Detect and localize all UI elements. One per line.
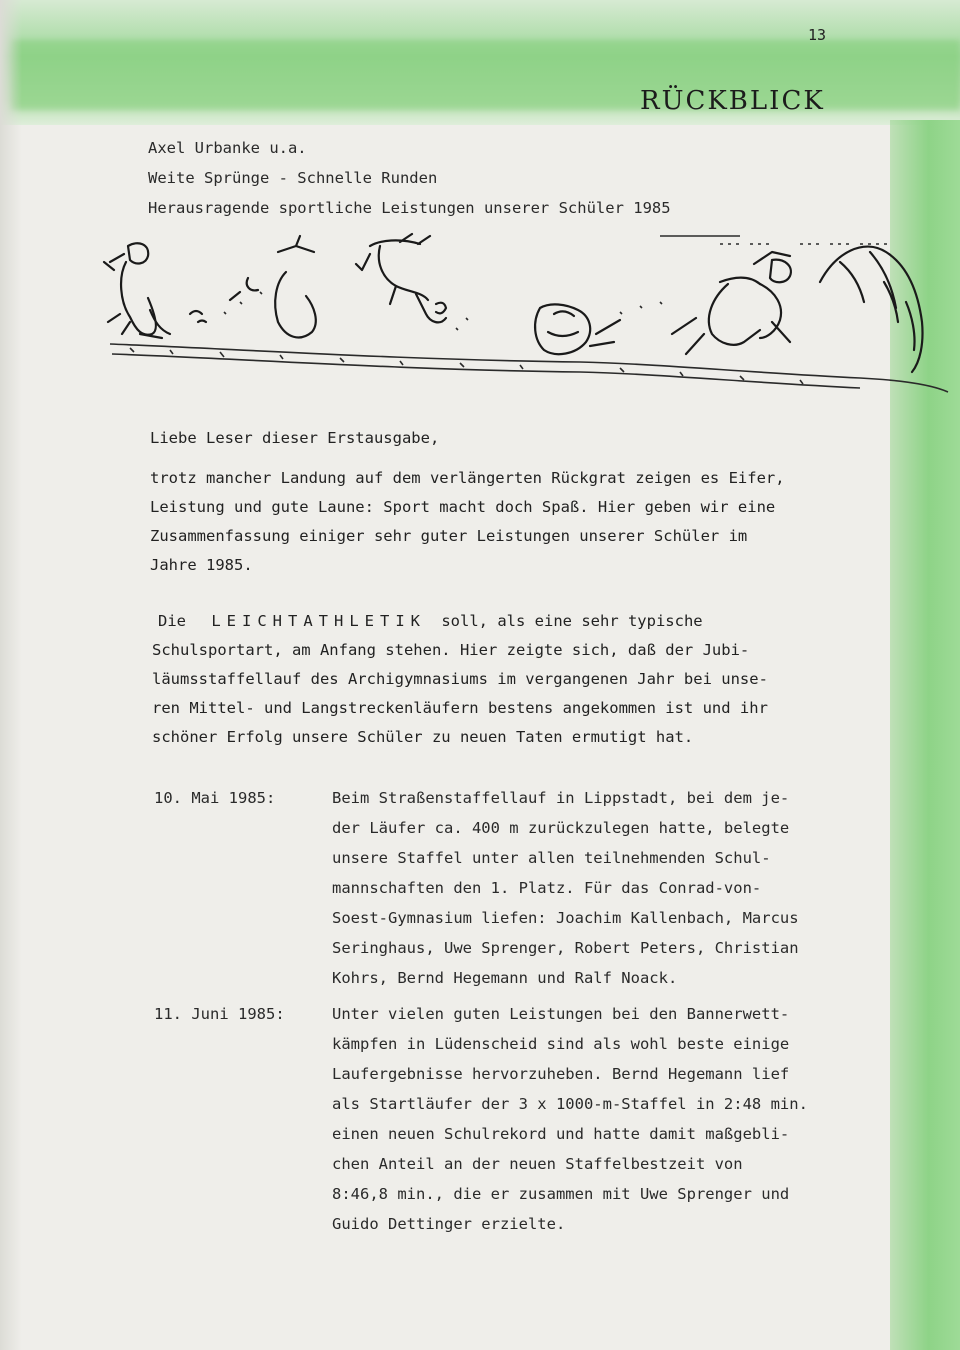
entry-text bbox=[332, 999, 808, 1239]
entry-date: 10. Mai 1985: bbox=[154, 789, 276, 807]
entry-line: chen Anteil an der neuen Staffelbestzeit von bbox=[332, 1155, 743, 1173]
entry-line: Seringhaus, Uwe Sprenger, Robert Peters, Christian bbox=[332, 939, 799, 957]
entry-line: kämpfen in Lüdenscheid sind als wohl beste einige bbox=[332, 1035, 790, 1053]
article-subtitle: Herausragende sportliche Leistungen unserer Schüler 1985 bbox=[148, 199, 671, 217]
athletes-cartoon-illustration bbox=[100, 222, 950, 407]
entry-line: Soest-Gymnasium liefen: Joachim Kallenbach, Marcus bbox=[332, 909, 799, 927]
athletics-line: Schulsportart, am Anfang stehen. Hier zeigte sich, daß der Jubi- bbox=[152, 641, 750, 659]
intro-line: Zusammenfassung einiger sehr guter Leistungen unserer Schüler im bbox=[150, 527, 748, 545]
entry-text bbox=[332, 783, 799, 993]
athletics-heading-word: LEICHTATHLETIK bbox=[211, 612, 426, 630]
entry-line: unsere Staffel unter allen teilnehmenden Schul- bbox=[332, 849, 771, 867]
author-line: Axel Urbanke u.a. bbox=[148, 139, 307, 157]
intro-line: trotz mancher Landung auf dem verlängerten Rückgrat zeigen es Eifer, bbox=[150, 469, 785, 487]
intro-line: Jahre 1985. bbox=[150, 556, 253, 574]
entry-line: 8:46,8 min., die er zusammen mit Uwe Sprenger und bbox=[332, 1185, 790, 1203]
page-fold-shadow bbox=[0, 0, 22, 1350]
entry-line: mannschaften den 1. Platz. Für das Conrad-von- bbox=[332, 879, 762, 897]
entry-line: der Läufer ca. 400 m zurückzulegen hatte, belegte bbox=[332, 819, 790, 837]
page-number: 13 bbox=[808, 26, 827, 44]
entry-line: Guido Dettinger erzielte. bbox=[332, 1215, 566, 1233]
athletics-line: läumsstaffellauf des Archigymnasiums im vergangenen Jahr bei unse- bbox=[152, 670, 768, 688]
athletics-rest: soll, als eine sehr typische bbox=[441, 612, 703, 630]
entry-line: einen neuen Schulrekord und hatte damit maßgebli- bbox=[332, 1125, 790, 1143]
entry-line: Beim Straßenstaffellauf in Lippstadt, bei dem je- bbox=[332, 789, 790, 807]
athletics-line: schöner Erfolg unsere Schüler zu neuen Taten ermutigt hat. bbox=[152, 728, 694, 746]
entry-line: Laufergebnisse hervorzuheben. Bernd Hegemann lief bbox=[332, 1065, 790, 1083]
athletics-line: ren Mittel- und Langstreckenläufern bestens angekommen ist und ihr bbox=[152, 699, 768, 717]
intro-line: Liebe Leser dieser Erstausgabe, bbox=[150, 429, 440, 447]
intro-line: Leistung und gute Laune: Sport macht doch Spaß. Hier geben wir eine bbox=[150, 498, 776, 516]
entry-line: Unter vielen guten Leistungen bei den Bannerwett- bbox=[332, 1005, 790, 1023]
article-header bbox=[148, 133, 671, 223]
entry-line: als Startläufer der 3 x 1000-m-Staffel in 2:48 min. bbox=[332, 1095, 808, 1113]
article-title: Weite Sprünge - Schnelle Runden bbox=[148, 169, 438, 187]
section-title: RÜCKBLICK bbox=[640, 86, 825, 116]
athletics-first-line bbox=[158, 606, 703, 636]
athletics-prefix: Die bbox=[158, 612, 186, 630]
entry-date: 11. Juni 1985: bbox=[154, 1005, 285, 1023]
entry-line: Kohrs, Bernd Hegemann und Ralf Noack. bbox=[332, 969, 678, 987]
